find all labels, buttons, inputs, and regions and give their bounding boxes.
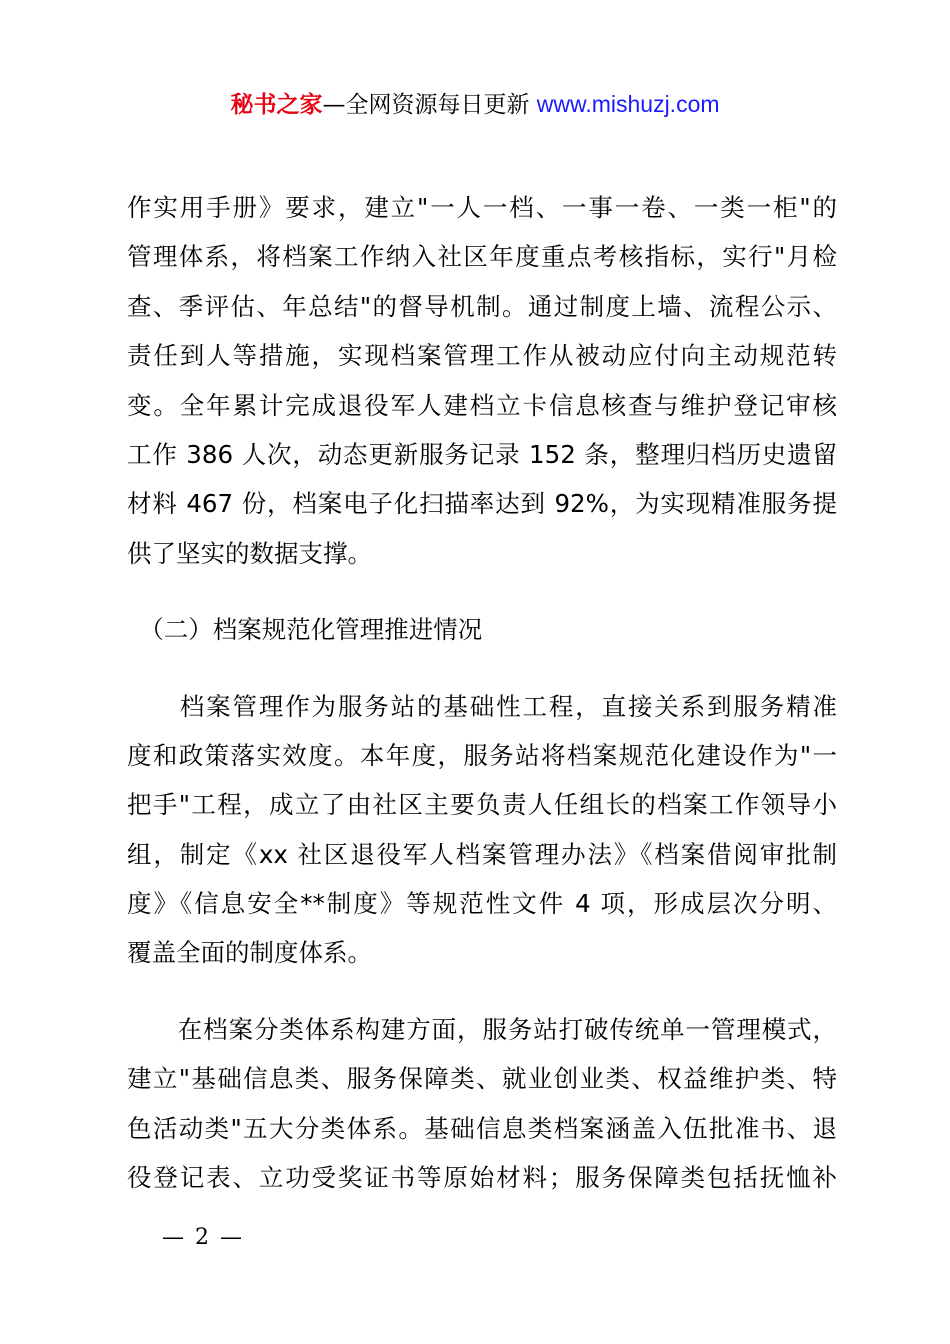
text-line: 在档案分类体系构建方面，服务站打破传统单一管理模式，: [127, 1014, 837, 1044]
text-line: 档案管理作为服务站的基础性工程，直接关系到服务精准: [127, 691, 837, 721]
text-line: 责任到人等措施，实现档案管理工作从被动应付向主动规范转: [127, 341, 837, 371]
site-slogan: —全网资源每日更新: [322, 92, 530, 118]
text-line: 供了坚实的数据支撑。: [127, 538, 372, 568]
text-line: 建立"基础信息类、服务保障类、就业创业类、权益维护类、特: [127, 1064, 837, 1094]
text-line: 役登记表、立功受奖证书等原始材料；服务保障类包括抚恤补: [127, 1163, 837, 1193]
site-url-link[interactable]: www.mishuzj.com: [536, 91, 720, 117]
text-line: 度和政策落实效度。本年度，服务站将档案规范化建设作为"一: [127, 740, 837, 770]
site-brand: 秘书之家: [230, 92, 323, 118]
site-header: [0, 88, 950, 121]
paragraph: [127, 183, 837, 578]
text-line: 把手"工程，成立了由社区主要负责人任组长的档案工作领导小: [127, 790, 837, 820]
text-line: 查、季评估、年总结"的督导机制。通过制度上墙、流程公示、: [127, 291, 837, 321]
paragraph: [127, 682, 837, 978]
text-line: 组，制定《xx 社区退役军人档案管理办法》《档案借阅审批制: [127, 839, 837, 869]
section-heading: [127, 605, 837, 654]
text-line: 工作 386 人次，动态更新服务记录 152 条，整理归档历史遗留: [127, 439, 837, 469]
document-body: [127, 183, 837, 1202]
page-number: — 2 —: [162, 1225, 244, 1250]
text-line: 材料 467 份，档案电子化扫描率达到 92%，为实现精准服务提: [127, 489, 837, 519]
text-line: 管理体系，将档案工作纳入社区年度重点考核指标，实行"月检: [127, 242, 837, 272]
text-line: 变。全年累计完成退役军人建档立卡信息核查与维护登记审核: [127, 390, 837, 420]
heading-text: （二）档案规范化管理推进情况: [127, 615, 483, 645]
text-line: 作实用手册》要求，建立"一人一档、一事一卷、一类一柜"的: [127, 193, 837, 222]
paragraph: [127, 1005, 837, 1203]
text-line: 覆盖全面的制度体系。: [127, 938, 372, 968]
text-line: 色活动类"五大分类体系。基础信息类档案涵盖入伍批准书、退: [127, 1113, 837, 1143]
text-line: 度》《信息安全**制度》等规范性文件 4 项，形成层次分明、: [127, 889, 837, 919]
